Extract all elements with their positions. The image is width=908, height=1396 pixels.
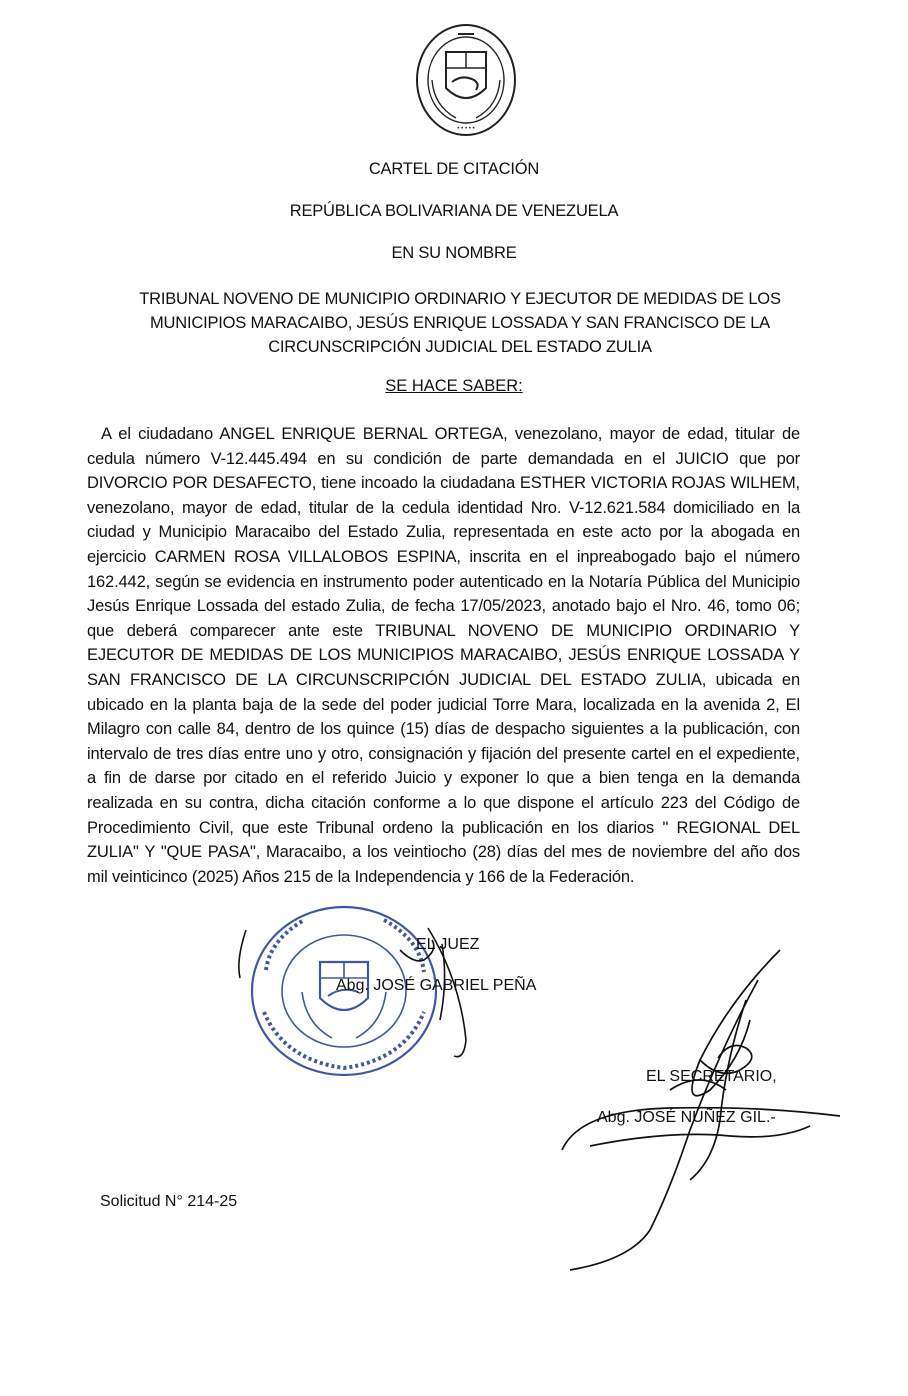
tribunal-line: CIRCUNSCRIPCIÓN JUDICIAL DEL ESTADO ZULIA (268, 338, 652, 356)
republic-heading: REPÚBLICA BOLIVARIANA DE VENEZUELA (289, 202, 619, 220)
judge-name: Abg. JOSÉ GABRIEL PEÑA (336, 977, 537, 994)
tribunal-line: TRIBUNAL NOVENO DE MUNICIPIO ORDINARIO Y EJECUTOR DE MEDIDAS DE LOS (139, 290, 781, 308)
coat-of-arms-seal-icon (414, 22, 518, 138)
svg-text:• • • • •: • • • • • (457, 126, 475, 132)
request-number: Solicitud N° 214-25 (100, 1193, 238, 1210)
in-name-heading: EN SU NOMBRE (391, 244, 517, 262)
tribunal-heading (70, 287, 850, 359)
tribunal-line: MUNICIPIOS MARACAIBO, JESÚS ENRIQUE LOSSADA Y SAN FRANCISCO DE LA (150, 314, 770, 332)
secretary-name: Abg. JOSÉ NÚÑEZ GIL.- (597, 1109, 776, 1126)
notice-heading: SE HACE SABER: (385, 377, 523, 395)
secretary-title: EL SECRETARIO, (646, 1068, 777, 1085)
document-title: CARTEL DE CITACIÓN (368, 160, 540, 178)
citation-body: A el ciudadano ANGEL ENRIQUE BERNAL ORTEGA, venezolano, mayor de edad, titular de cedula número V-12.445.494 en su condición de parte demandada en el JUICIO que por DIVORCIO POR DESAFECTO, tiene incoado la ciudadana ESTHER VICTORIA ROJAS WILHEM, venezolano, mayor de edad, titular de la cedula identidad Nro. V-12.621.584 domiciliado en la ciudad y Municipio Maracaibo del Estado Zulia, representada en este acto por la abogada en ejercicio CARMEN ROSA VILLALOBOS ESPINA, inscrita en el inpreabogado bajo el número 162.442, según se evidencia en instrumento poder autenticado en la Notaría Pública del Municipio Jesús Enrique Lossada del estado Zulia, de fecha 17/05/2023, anotado bajo el Nro. 46, tomo 06; que deberá comparecer ante este TRIBUNAL NOVENO DE MUNICIPIO ORDINARIO Y EJECUTOR DE MEDIDAS DE LOS MUNICIPIOS MARACAIBO, JESÚS ENRIQUE LOSSADA Y SAN FRANCISCO DE LA CIRCUNSCRIPCIÓN JUDICIAL DEL ESTADO ZULIA, ubicada en ubicado en la planta baja de la sede del poder judicial Torre Mara, localizada en la avenida 2, El Milagro con calle 84, dentro de los quince (15) días de despacho siguientes a la publicación, con intervalo de tres días entre uno y otro, consignación y fijación del presente cartel en el expediente, a fin de darse por citado en el referido Juicio y exponer lo que a bien tenga en la demanda realizada en su contra, dicha citación conforme a lo que dispone el artículo 223 del Código de Procedimiento Civil, que este Tribunal ordeno la publicación en los diarios " REGIONAL DEL ZULIA" Y "QUE PASA", Maracaibo, a los veintiocho (28) días del mes de noviembre del año dos mil veinticinco (2025) Años 215 de la Independencia y 166 de la Federación. (87, 425, 800, 886)
judge-title: EL JUEZ (416, 936, 480, 953)
